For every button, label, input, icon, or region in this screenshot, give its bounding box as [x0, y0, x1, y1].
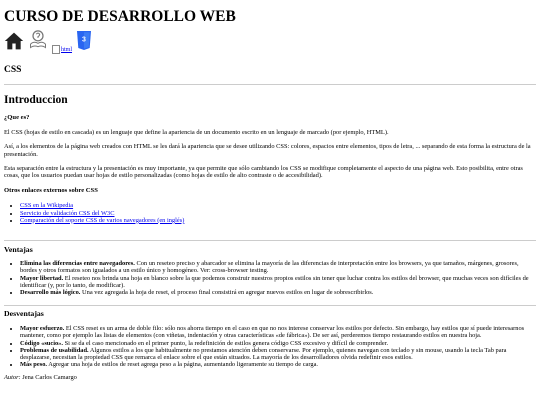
- list-item: [20, 340, 532, 347]
- list-item: [20, 217, 532, 224]
- list-item: [20, 289, 532, 296]
- page-title: CURSO DE DESARROLLO WEB: [4, 8, 236, 25]
- desventajas-list: [4, 325, 532, 368]
- html-link-text: html: [61, 46, 73, 53]
- svg-text:3: 3: [82, 36, 86, 44]
- intro-section: [4, 114, 532, 224]
- divider: [4, 84, 536, 85]
- intro-paragraph-3: Esta separación entre la estructura y la presentación es muy importante, ya que permite que sólo cambiando los CSS se modifique completamente el aspecto de una página web. Esto posibilita, entre otras cosas, que los usuarios puedan usar hojas de estilo personalizadas (como hojas de estilo de alto contraste o de accesibilidad).: [4, 164, 523, 180]
- item-text: Con un reseteo preciso y abarcador se elimina la mayoría de las diferencias de interpretación entre los browsers, ya que tamaños, márgenes, grosores, bordes y otros formatos son igualados a un estilo único y homogéneo. Ver: cross-browser testing.: [20, 260, 519, 275]
- list-item: [20, 361, 532, 368]
- item-text: El CSS reset es un arma de doble filo: sólo nos ahorra tiempo en el caso en que no nos interese conservar los estilos por defecto. Sin embargo, hay estilos que sí puede interesarnos mantener, como por ejemplo las listas de elementos (con viñetas, indentación y otras características «de fábrica»). De ser así, perderemos tiempo restaurando estilos en nuestra hoja.: [20, 325, 525, 340]
- intro-paragraph-2: Así, a los elementos de la página web creados con HTML se les dará la apariencia que se desee utilizando CSS: colores, espacios entre elementos, tipos de letra, ... separando de esta forma la estructura de la presentación.: [4, 143, 531, 158]
- css3-icon[interactable]: [76, 31, 92, 56]
- item-text: El reseteo nos brinda una hoja en blanco sobre la que podemos construir nuestros propios estilos sin tener que luchar contra los estilos del browser, que muchas veces son difíciles de identificar (y, por lo tanto, de modificar).: [20, 274, 529, 289]
- item-title: Más peso.: [20, 361, 47, 369]
- item-title: Mayor esfuerzo.: [20, 325, 65, 333]
- item-title: Problemas de usabilidad.: [20, 346, 89, 354]
- link-w3c-validator[interactable]: Servicio de validación CSS del W3C: [20, 209, 115, 217]
- list-item: [20, 325, 532, 339]
- item-title: Desarrollo más lógico.: [20, 289, 81, 297]
- divider: [4, 240, 536, 241]
- item-title: Mayor libertad.: [20, 274, 64, 282]
- desventajas-heading: Desventajas: [4, 309, 44, 318]
- home-icon[interactable]: [4, 31, 24, 56]
- divider: [4, 305, 536, 306]
- list-item: [20, 202, 532, 209]
- item-title: Elimina las diferencias entre navegadores.: [20, 260, 135, 268]
- ventajas-list: [4, 260, 532, 296]
- item-text: Una vez agregada la hoja de reset, el proceso final consistirá en agregar nuevos estilos en lugar de sobrescribirlos.: [80, 289, 374, 297]
- author-label: Autor:: [4, 374, 21, 382]
- list-item: [20, 347, 532, 361]
- item-title: Código «sucio».: [20, 339, 63, 347]
- section-title: CSS: [4, 65, 22, 75]
- ventajas-section: [4, 246, 532, 296]
- list-item: [20, 210, 532, 217]
- item-text: Algunos estilos a los que habitualmente no prestamos atención deben conservarse. Por ejemplo, quienes navegan con teclado y sin mouse, usando la tecla Tab para desplazarse, necesitan la propiedad CSS que remarca el enlace sobre el que están situados. La mayoría de los desarrolladores olvida redefinir esos estilos.: [20, 346, 507, 362]
- author-line: [4, 374, 532, 381]
- ventajas-heading: Ventajas: [4, 245, 33, 254]
- item-text: Agregar una hoja de estilos de reset agrega peso a la página, aumentando ligeramente su tiempo de carga.: [46, 361, 319, 369]
- list-item: [20, 260, 532, 274]
- help-icon[interactable]: [28, 29, 48, 56]
- list-item: [20, 275, 532, 289]
- link-wikipedia[interactable]: CSS en la Wikipedia: [20, 202, 74, 210]
- external-links-list: [4, 202, 532, 224]
- author-name: Jena Carlos Camargo: [20, 374, 77, 382]
- link-browser-comparison[interactable]: Comparación del soporte CSS de varios navegadores (en inglés): [20, 216, 185, 224]
- item-text: Si se da el caso mencionado en el primer punto, la redefinición de estilos genera código CSS excesivo y difícil de comprender.: [62, 339, 389, 347]
- desventajas-section: [4, 310, 532, 382]
- question-heading: ¿Que es?: [4, 114, 30, 121]
- intro-heading: Introduccion: [4, 94, 68, 106]
- icon-toolbar: [4, 32, 96, 56]
- intro-paragraph-1: El CSS (hojas de estilo en cascada) es un lenguaje que define la apariencia de un documento escrito en un lenguaje de marcado (por ejemplo, HTML).: [4, 129, 389, 137]
- broken-image-icon: [52, 45, 60, 54]
- links-heading: Otros enlaces externos sobre CSS: [4, 187, 98, 195]
- html-link[interactable]: [52, 45, 72, 54]
